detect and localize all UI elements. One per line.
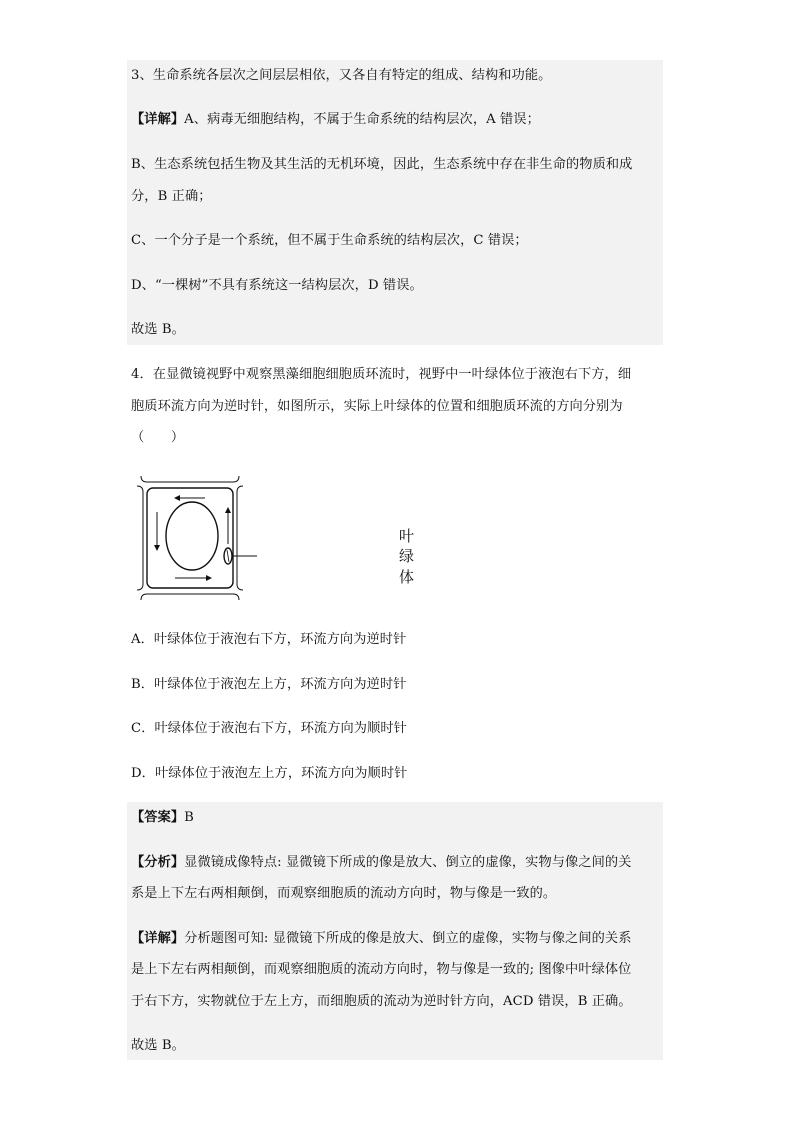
chloroplast-label-3: 体 [399, 568, 415, 586]
chloroplast-label-1: 叶 [399, 527, 415, 545]
analysis-line: 系是上下左右两相颠倒，而观察细胞质的流动方向时，物与像是一致的。 [131, 886, 557, 901]
question-stem: 4．在显微镜视野中观察黑藻细胞细胞质环流时，视野中一叶绿体位于液泡右下方，细 [131, 367, 632, 382]
option-c: C．叶绿体位于液泡右下方，环流方向为顺时针 [131, 721, 407, 736]
text-line: 分，B 正确； [131, 189, 212, 204]
analysis-line: 【分析】显微镜成像特点: 显微镜下所成的像是放大、倒立的虚像，实物与像之间的关 [131, 855, 632, 870]
answer-label: 【答案】 [131, 810, 185, 825]
cell-diagram-svg [137, 474, 287, 602]
detail-line: 于右下方，实物就位于左上方，而细胞质的流动为逆时针方向，ACD 错误，B 正确。 [131, 994, 632, 1009]
option-a: A．叶绿体位于液泡右下方，环流方向为逆时针 [131, 632, 407, 647]
text-line: 故选 B。 [131, 322, 185, 337]
detail-label: 【详解】 [131, 112, 185, 127]
text-line: D、“一棵树”不具有系统这一结构层次，D 错误。 [131, 278, 423, 293]
text-line: 3、生命系统各层次之间层层相依，又各自有特定的组成、结构和功能。 [131, 68, 552, 83]
analysis-label: 【分析】 [131, 855, 185, 870]
cell-diagram [137, 474, 415, 602]
option-b: B．叶绿体位于液泡左上方，环流方向为逆时针 [131, 677, 407, 692]
text-line: 【详解】A、病毒无细胞结构，不属于生命系统的结构层次，A 错误； [131, 112, 540, 127]
detail-label: 【详解】 [131, 931, 185, 946]
question-stem: 胞质环流方向为逆时针，如图所示，实际上叶绿体的位置和细胞质环流的方向分别为 [131, 399, 623, 414]
answer-line: 【答案】B [131, 810, 194, 825]
detail-line: 【详解】分析题图可知: 显微镜下所成的像是放大、倒立的虚像，实物与像之间的关系 [131, 931, 632, 946]
option-d: D．叶绿体位于液泡左上方，环流方向为顺时针 [131, 766, 408, 781]
text-line: C、一个分子是一个系统，但不属于生命系统的结构层次，C 错误； [131, 233, 528, 248]
chloroplast-label-2: 绿 [399, 547, 415, 565]
text-line: B、生态系统包括生物及其生活的无机环境，因此，生态系统中存在非生命的物质和成 [131, 157, 633, 172]
question-stem: （ ） [131, 430, 185, 445]
conclusion-line: 故选 B。 [131, 1038, 185, 1053]
detail-line: 是上下左右两相颠倒，而观察细胞质的流动方向时，物与像是一致的; 图像中叶绿体位 [131, 962, 632, 977]
